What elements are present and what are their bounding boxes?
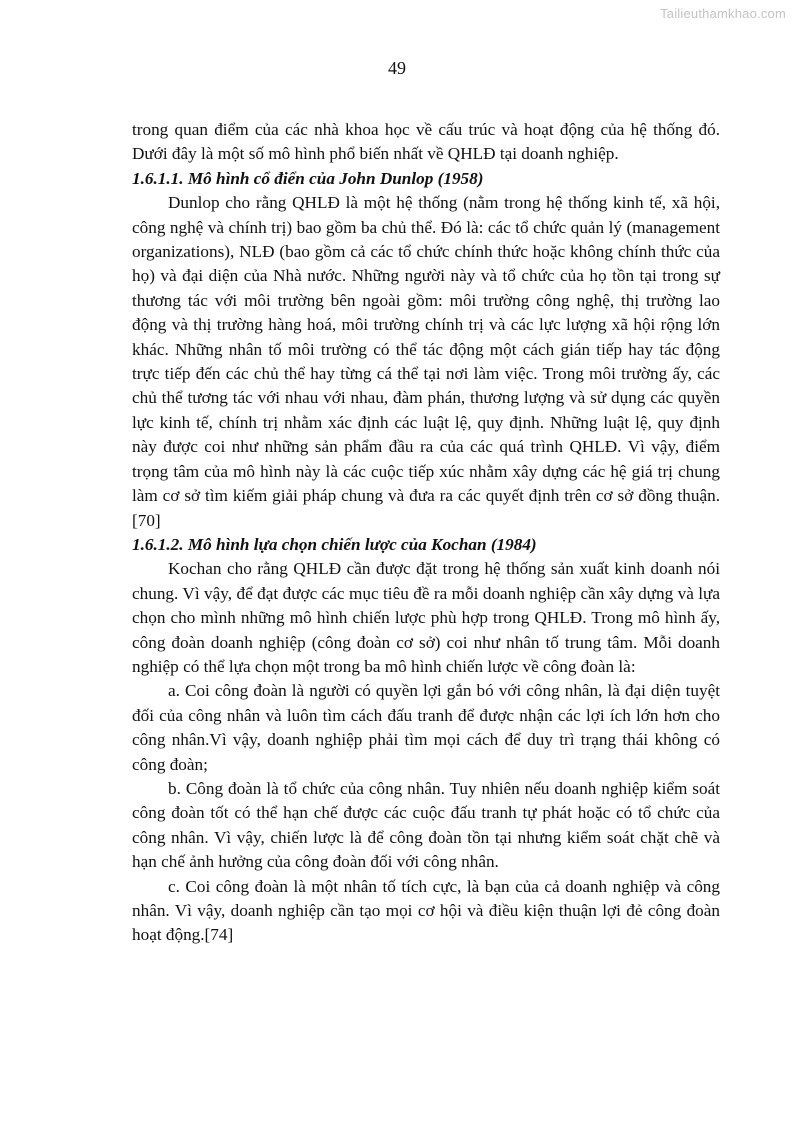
page-number: 49 <box>388 58 406 78</box>
list-item-b: b. Công đoàn là tổ chức của công nhân. Tuy nhiên nếu doanh nghiệp kiểm soát công đoàn tốt có thể hạn chế được các cuộc đấu tranh tự phát hoặc có tổ chức của công nhân. Vì vậy, chiến lược là để công đoàn tồn tại nhưng kiểm soát chặt chẽ và hạn chế ảnh hưởng của công đoàn đối với công nhân. <box>132 778 720 872</box>
watermark: Tailieuthamkhao.com <box>660 6 786 21</box>
intro-paragraph: trong quan điểm của các nhà khoa học về cấu trúc và hoạt động của hệ thống đó. Dưới đây là một số mô hình phổ biến nhất về QHLĐ tại doanh nghiệp. <box>132 120 720 164</box>
kochan-paragraph: Kochan cho rằng QHLĐ cần được đặt trong hệ thống sản xuất kinh doanh nói chung. Vì vậy, để đạt được các mục tiêu đề ra mỗi doanh nghiệp cần xây dựng và lựa chọn cho mình những mô hình chiến lược phù hợp trong QHLĐ. Trong mô hình ấy, công đoàn doanh nghiệp (công đoàn cơ sở) coi như nhân tố trung tâm. Mỗi doanh nghiệp có thể lựa chọn một trong ba mô hình chiến lược về công đoàn là: <box>132 559 720 676</box>
section-heading-dunlop: 1.6.1.1. Mô hình cổ điển của John Dunlop (1958) <box>132 168 484 188</box>
list-item-c: c. Coi công đoàn là một nhân tố tích cực, là bạn của cả doanh nghiệp và công nhân. Vì vậy, doanh nghiệp cần tạo mọi cơ hội và điều kiện thuận lợi đẻ công đoàn hoạt động.[74] <box>132 876 720 945</box>
list-item-a: a. Coi công đoàn là người có quyền lợi gắn bó với công nhân, là đại diện tuyệt đối của công nhân và luôn tìm cách đấu tranh để được nhận các lợi ích lớn hơn cho công nhân.Vì vậy, doanh nghiệp phải tìm mọi cách để duy trì trạng thái không có công đoàn; <box>132 681 720 774</box>
document-body <box>132 118 720 948</box>
dunlop-paragraph: Dunlop cho rằng QHLĐ là một hệ thống (nằm trong hệ thống kinh tế, xã hội, công nghệ và chính trị) bao gồm ba chủ thể. Đó là: các tổ chức quản lý (management organizations), NLĐ (bao gồm cả các tổ chức chính thức hoặc không chính thức của họ) và đại diện của Nhà nước. Những người này và tổ chức của họ tồn tại trong sự thương tác với môi trường bên ngoài gồm: môi trường công nghệ, thị trường lao động và thị trường hàng hoá, môi trường chính trị và các lực lượng xã hội rộng lớn khác. Những nhân tố môi trường có thể tác động một cách gián tiếp hay tác động trực tiếp đến các chủ thể hay từng cá thể tại nơi làm việc. Trong môi trường ấy, các chủ thể tương tác với nhau với nhau, đàm phán, thương lượng và sử dụng các quyền lực kinh tế, chính trị nhằm xác định các luật lệ, quy định. Những luật lệ, quy định này được coi như những sản phẩm đầu ra của các quá trình QHLĐ. Vì vậy, điểm trọng tâm của mô hình này là các cuộc tiếp xúc nhằm xây dựng các hệ giá trị chung làm cơ sở tìm kiếm giải pháp chung và đưa ra các quyết định trên cơ sở đồng thuận.[70] <box>132 193 720 530</box>
section-heading-kochan: 1.6.1.2. Mô hình lựa chọn chiến lược của Kochan (1984) <box>132 534 537 554</box>
